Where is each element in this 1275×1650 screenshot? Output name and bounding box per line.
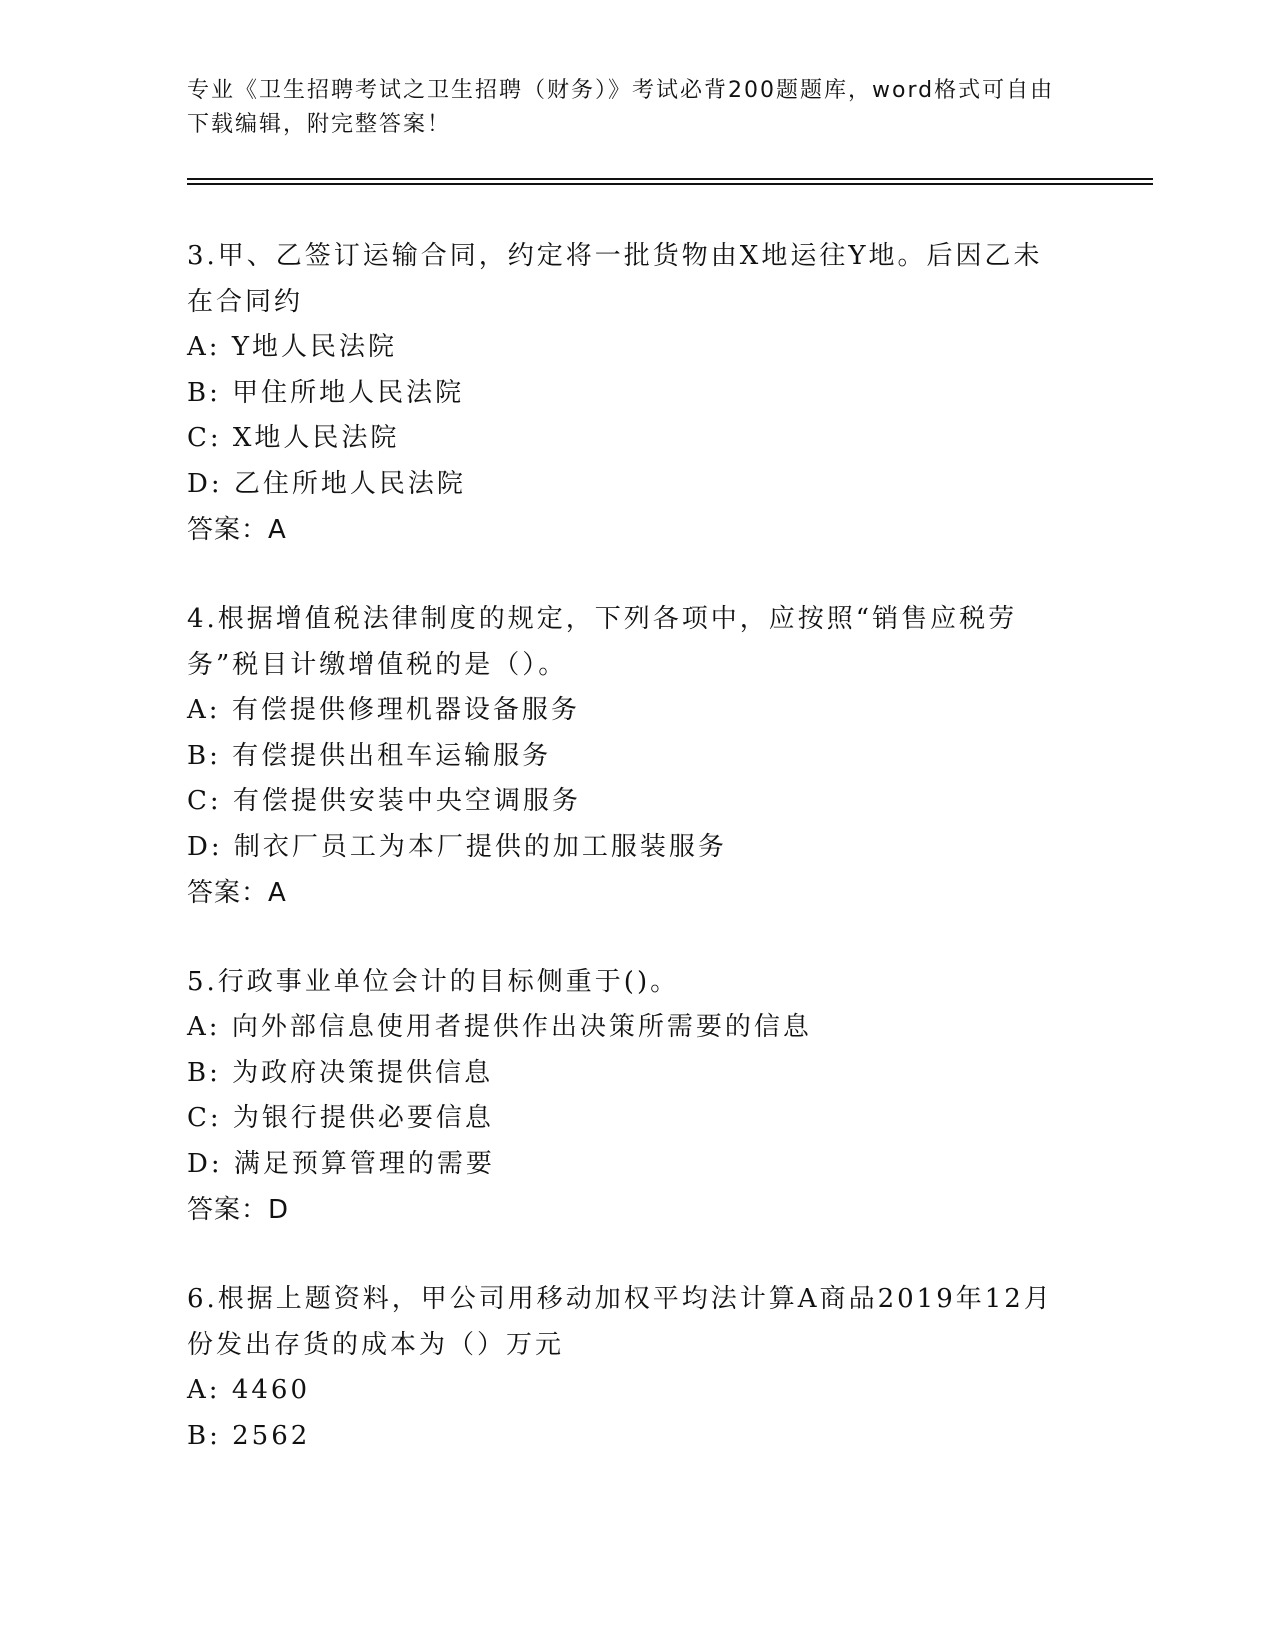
- option-a: [187, 1368, 1067, 1414]
- question-list: [187, 233, 1067, 1502]
- question-6: [187, 1276, 1067, 1459]
- option-text: 向外部信息使用者提供作出决策所需要的信息: [231, 1012, 812, 1042]
- question-5: [187, 959, 1067, 1233]
- question-stem: 4.根据增值税法律制度的规定，下列各项中，应按照“销售应税劳务”税目计缴增值税的是（）。: [187, 604, 1018, 680]
- question-4: [187, 596, 1067, 916]
- question-stem: 5.行政事业单位会计的目标侧重于()。: [187, 967, 680, 997]
- option-letter: B:: [187, 377, 221, 408]
- header-divider-line-secondary: [187, 183, 1153, 185]
- option-b: [187, 371, 1067, 417]
- option-text: X地人民法院: [232, 423, 400, 453]
- option-letter: A:: [187, 1012, 221, 1042]
- option-letter: D:: [187, 468, 223, 499]
- option-text: 有偿提供安装中央空调服务: [232, 786, 581, 816]
- option-text: 4460: [231, 1375, 310, 1405]
- option-letter: A:: [187, 695, 221, 725]
- option-letter: C:: [187, 423, 222, 453]
- option-a: [187, 1005, 1067, 1051]
- option-a: [187, 325, 1067, 371]
- option-letter: A:: [187, 332, 221, 362]
- option-c: [187, 779, 1067, 825]
- option-letter: C:: [187, 786, 222, 816]
- option-letter: D:: [187, 831, 223, 862]
- option-letter: D:: [187, 1148, 223, 1179]
- option-b: [187, 1051, 1067, 1097]
- option-d: [187, 1142, 1067, 1188]
- option-text: 为银行提供必要信息: [232, 1103, 494, 1133]
- answer-label: 答案：A: [187, 878, 287, 908]
- option-text: Y地人民法院: [231, 332, 397, 362]
- option-c: [187, 1096, 1067, 1142]
- question-stem: 3.甲、乙签订运输合同，约定将一批货物由X地运往Y地。后因乙未在合同约: [187, 241, 1043, 317]
- option-b: [187, 1414, 1067, 1460]
- option-letter: A:: [187, 1375, 221, 1405]
- option-text: 为政府决策提供信息: [232, 1057, 494, 1088]
- option-letter: B:: [187, 740, 221, 771]
- option-c: [187, 416, 1067, 462]
- option-letter: B:: [187, 1057, 221, 1088]
- option-d: [187, 825, 1067, 871]
- option-text: 乙住所地人民法院: [233, 468, 466, 499]
- option-letter: B:: [187, 1420, 221, 1451]
- option-letter: C:: [187, 1103, 222, 1133]
- option-a: [187, 688, 1067, 734]
- option-text: 制衣厂员工为本厂提供的加工服装服务: [233, 831, 727, 862]
- document-header: 专业《卫生招聘考试之卫生招聘（财务）》考试必背200题题库，word格式可自由下载编辑，附完整答案！: [187, 78, 1055, 137]
- option-text: 有偿提供修理机器设备服务: [231, 695, 580, 725]
- option-d: [187, 462, 1067, 508]
- header-divider-line: [187, 178, 1153, 180]
- option-text: 满足预算管理的需要: [233, 1148, 495, 1179]
- answer-label: 答案：A: [187, 515, 287, 545]
- question-3: [187, 233, 1067, 553]
- option-text: 有偿提供出租车运输服务: [232, 740, 552, 771]
- option-text: 甲住所地人民法院: [232, 377, 465, 408]
- answer-label: 答案：D: [187, 1195, 290, 1225]
- option-text: 2562: [232, 1420, 311, 1451]
- option-b: [187, 734, 1067, 780]
- question-stem: 6.根据上题资料，甲公司用移动加权平均法计算A商品2019年12月份发出存货的成本为（）万元: [187, 1284, 1053, 1360]
